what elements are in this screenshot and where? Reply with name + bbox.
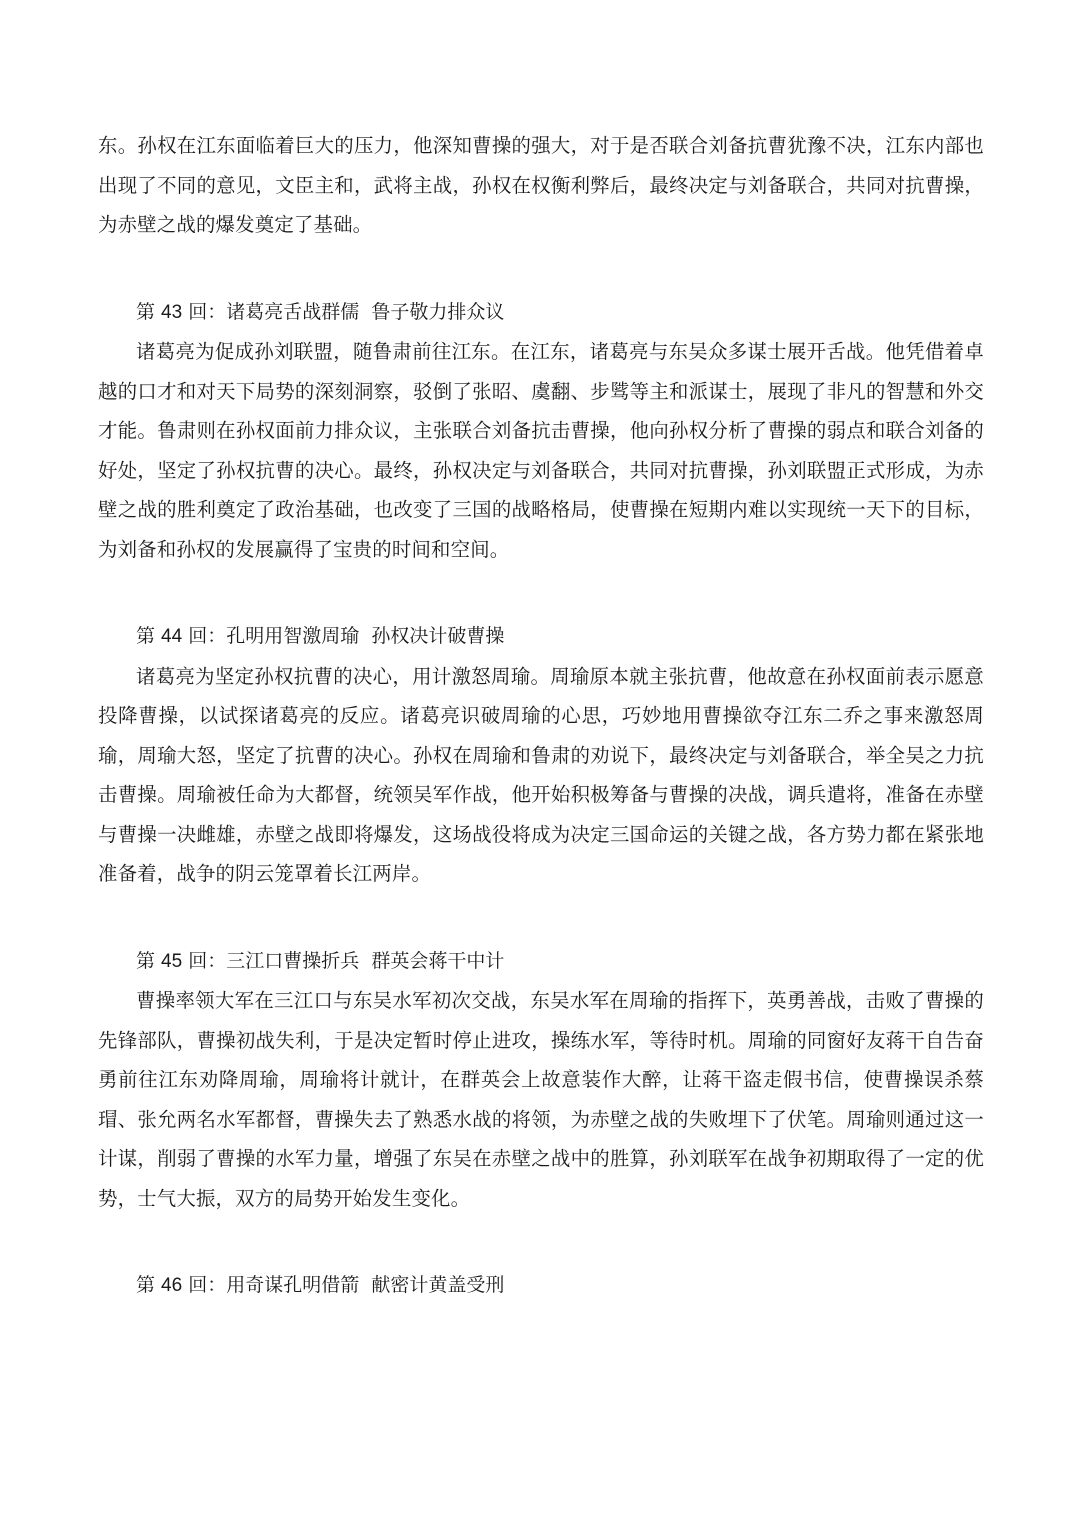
chapter-prefix: 第 [136, 300, 162, 323]
chapter-body: 诸葛亮为促成孙刘联盟，随鲁肃前往江东。在江东，诸葛亮与东吴众多谋士展开舌战。他凭借着卓越的口才和对天下局势的深刻洞察，驳倒了张昭、虞翻、步骘等主和派谋士，展现了非凡的智慧和外交才能。鲁肃则在孙权面前力排众议，主张联合刘备抗击曹操，他向孙权分析了曹操的弱点和联合刘备的好处，坚定了孙权抗曹的决心。最终，孙权决定与刘备联合，共同对抗曹操，孙刘联盟正式形成，为赤壁之战的胜利奠定了政治基础，也改变了三国的战略格局，使曹操在短期内难以实现统一天下的目标，为刘备和孙权的发展赢得了宝贵的时间和空间。 [98, 340, 984, 561]
chapter-45 [98, 942, 984, 1219]
chapter-prefix: 第 [136, 949, 162, 972]
chapter-body: 诸葛亮为坚定孙权抗曹的决心，用计激怒周瑜。周瑜原本就主张抗曹，他故意在孙权面前表示愿意投降曹操，以试探诸葛亮的反应。诸葛亮识破周瑜的心思，巧妙地用曹操欲夺江东二乔之事来激怒周瑜，周瑜大怒，坚定了抗曹的决心。孙权在周瑜和鲁肃的劝说下，最终决定与刘备联合，举全吴之力抗击曹操。周瑜被任命为大都督，统领吴军作战，他开始积极筹备与曹操的决战，调兵遣将，准备在赤壁与曹操一决雌雄，赤壁之战即将爆发，这场战役将成为决定三国命运的关键之战，各方势力都在紧张地准备着，战争的阴云笼罩着长江两岸。 [98, 664, 984, 885]
chapter-number: 44 [161, 626, 183, 647]
chapter-title: 用奇谋孔明借箭 献密计黄盖受刑 [226, 1274, 505, 1296]
chapter-number: 46 [161, 1275, 183, 1296]
chapter-prefix: 第 [136, 625, 162, 647]
chapter-heading [98, 293, 984, 333]
chapter-title: 孔明用智激周瑜 孙权决计破曹操 [226, 625, 505, 647]
page-content [98, 126, 984, 1306]
chapter-body: 曹操率领大军在三江口与东吴水军初次交战，东吴水军在周瑜的指挥下，英勇善战，击败了曹操的先锋部队，曹操初战失利，于是决定暂时停止进攻，操练水军，等待时机。周瑜的同窗好友蒋干自告奋勇前往江东劝降周瑜，周瑜将计就计，在群英会上故意装作大醉，让蒋干盗走假书信，使曹操误杀蔡瑁、张允两名水军都督，曹操失去了熟悉水战的将领，为赤壁之战的失败埋下了伏笔。周瑜则通过这一计谋，削弱了曹操的水军力量，增强了东吴在赤壁之战中的胜算，孙刘联军在战争初期取得了一定的优势，士气大振，双方的局势开始发生变化。 [98, 989, 984, 1210]
chapter-46 [98, 1266, 984, 1306]
chapter-43 [98, 293, 984, 570]
chapter-heading [98, 942, 984, 982]
chapter-suffix: 回： [182, 300, 227, 323]
chapter-title: 三江口曹操折兵 群英会蒋干中计 [226, 949, 505, 972]
chapter-number: 43 [161, 301, 183, 323]
chapter-number: 45 [161, 950, 183, 972]
chapter-44 [98, 617, 984, 894]
chapter-suffix: 回： [182, 949, 227, 972]
chapter-heading [98, 617, 984, 657]
chapter-suffix: 回： [182, 625, 227, 647]
chapter-suffix: 回： [182, 1274, 227, 1296]
intro-paragraph: 东。孙权在江东面临着巨大的压力，他深知曹操的强大，对于是否联合刘备抗曹犹豫不决，江东内部也出现了不同的意见，文臣主和，武将主战，孙权在权衡利弊后，最终决定与刘备联合，共同对抗曹操，为赤壁之战的爆发奠定了基础。 [98, 134, 984, 236]
chapter-prefix: 第 [136, 1274, 162, 1296]
chapter-heading [98, 1266, 984, 1306]
chapter-title: 诸葛亮舌战群儒 鲁子敬力排众议 [226, 300, 505, 323]
